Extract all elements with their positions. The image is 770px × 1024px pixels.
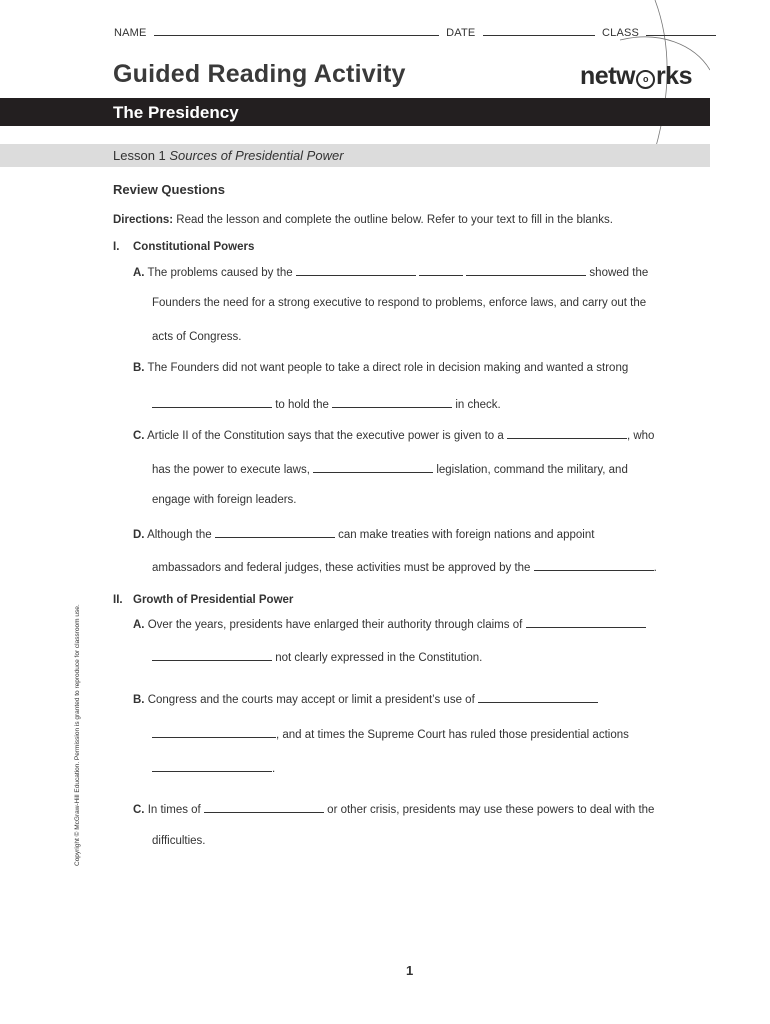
answer-blank[interactable] [419,264,463,276]
lesson-title [113,148,344,163]
banner-title: The Presidency [113,103,239,122]
answer-blank[interactable] [152,649,272,661]
answer-blank[interactable] [152,760,272,772]
answer-blank[interactable] [215,526,335,538]
answer-blank[interactable] [296,264,416,276]
question-1d-line2: ambassadors and federal judges, these activities must be approved by the . [152,559,657,574]
question-2c: C. In times of or other crisis, presidents may use these powers to deal with the [133,801,654,816]
question-1c-line2: has the power to execute laws, legislation, command the military, and [152,461,628,476]
lesson-bar [0,144,710,167]
section-heading: Review Questions [113,182,225,197]
answer-blank[interactable] [526,616,646,628]
question-1c-line3: engage with foreign leaders. [152,494,297,506]
answer-blank[interactable] [152,726,276,738]
question-2b-line2: , and at times the Supreme Court has ruled those presidential actions [152,726,629,741]
question-1a-line3: acts of Congress. [152,331,242,343]
question-2a: A. Over the years, presidents have enlarged their authority through claims of [133,616,646,631]
question-1b-line2: to hold the in check. [152,396,501,411]
networks-logo: netw o rks [580,62,692,90]
part2-numeral: II. [113,594,123,606]
question-1c: C. Article II of the Constitution says that the executive power is given to a , who [133,427,654,442]
title-banner [0,98,710,126]
student-info-header [114,26,720,39]
question-1b: B. The Founders did not want people to take a direct role in decision making and wanted a strong [133,362,629,374]
name-label: NAME [114,27,147,39]
part2-heading: Growth of Presidential Power [133,594,294,606]
date-label: DATE [446,27,476,39]
question-2b-line3: . [152,760,275,775]
page-number: 1 [406,963,414,978]
answer-blank[interactable] [466,264,586,276]
answer-blank[interactable] [534,559,654,571]
question-2c-line2: difficulties. [152,835,206,847]
answer-blank[interactable] [152,396,272,408]
directions-label: Directions: [113,214,174,226]
date-blank[interactable] [483,26,595,36]
directions [113,214,613,226]
question-2b: B. Congress and the courts may accept or limit a president’s use of [133,691,598,706]
class-label: CLASS [601,27,640,39]
answer-blank[interactable] [313,461,433,473]
question-1d: D. Although the can make treaties with foreign nations and appoint [133,526,594,541]
answer-blank[interactable] [332,396,452,408]
question-2a-line2: not clearly expressed in the Constitution. [152,649,482,664]
directions-text: Read the lesson and complete the outline below. Refer to your text to fill in the blanks. [173,214,613,226]
copyright-notice: Copyright © McGraw-Hill Education. Permission is granted to reproduce for classroom use. [74,604,81,866]
lesson-name: Sources of Presidential Power [169,148,344,163]
page-title: Guided Reading Activity [113,60,406,88]
part1-numeral: I. [113,241,120,253]
lesson-number: Lesson 1 [113,148,166,163]
question-1a-line2: Founders the need for a strong executive to respond to problems, enforce laws, and carry out the [152,297,647,309]
part1-heading: Constitutional Powers [133,241,255,253]
answer-blank[interactable] [507,427,627,439]
class-blank[interactable] [646,26,716,36]
answer-blank[interactable] [478,691,598,703]
answer-blank[interactable] [204,801,324,813]
name-blank[interactable] [154,26,439,36]
question-1a: A. The problems caused by the showed the [133,264,648,279]
